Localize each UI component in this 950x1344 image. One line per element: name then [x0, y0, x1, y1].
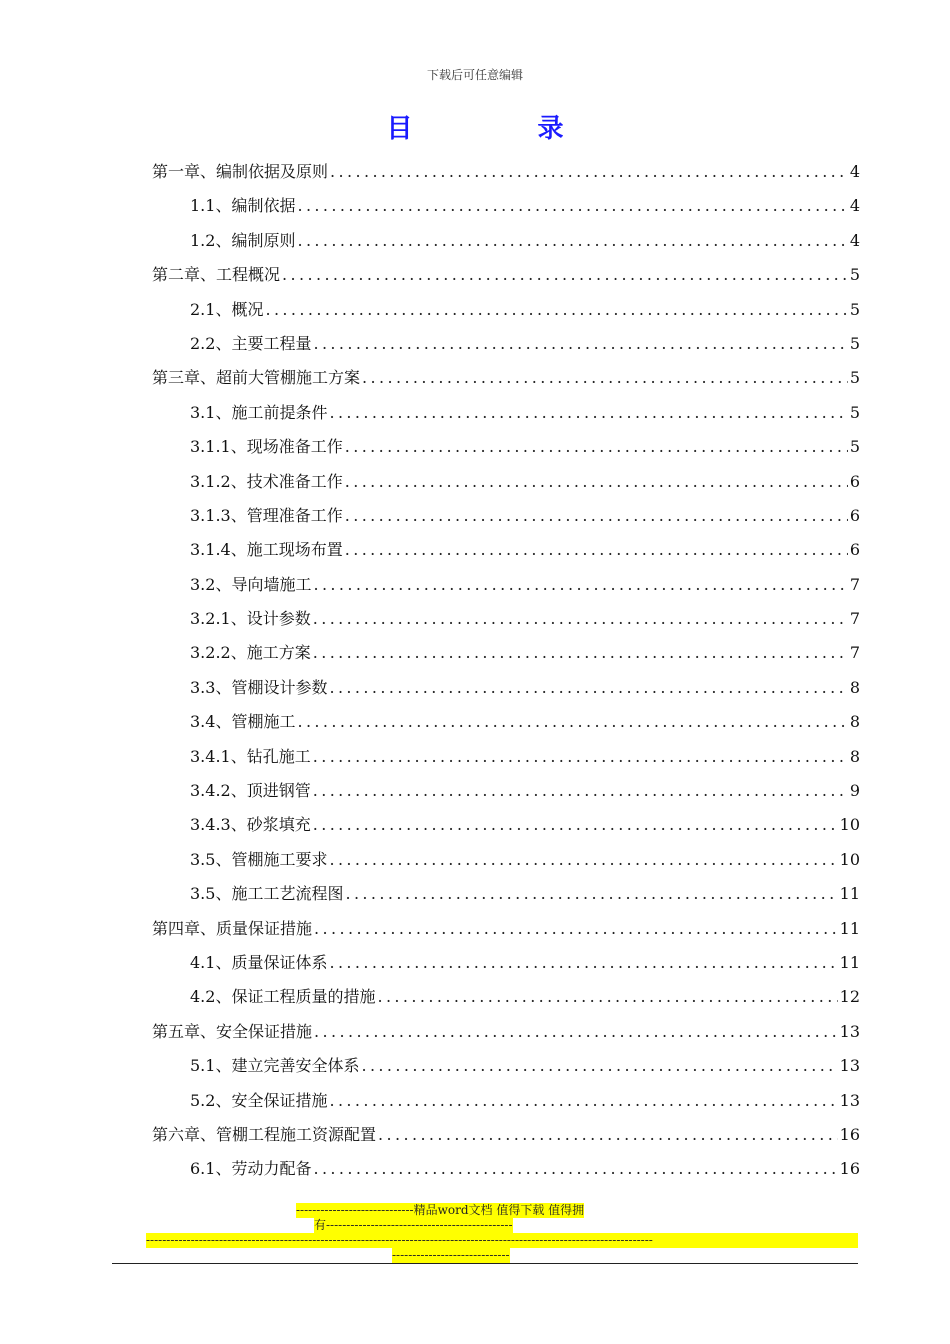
toc-chapter-entry[interactable]: [152, 1019, 860, 1053]
toc-page-number: 8: [849, 712, 860, 732]
toc-section-entry[interactable]: [152, 778, 860, 812]
toc-page-number: 4: [849, 196, 860, 216]
toc-section-entry[interactable]: [152, 400, 860, 434]
toc-page-number: 11: [839, 952, 860, 972]
toc-entry-label: 3.1.1、现场准备工作: [190, 437, 343, 457]
toc-page-number: 11: [839, 884, 860, 904]
toc-entry-label: 第二章、工程概况: [152, 265, 281, 285]
toc-dot-leader: [313, 747, 848, 766]
toc-dot-leader: [297, 231, 847, 250]
toc-section-entry[interactable]: [152, 503, 860, 537]
toc-page-number: 5: [849, 402, 860, 422]
toc-entry-label: 3.5、管棚施工要求: [190, 849, 328, 869]
toc-section-entry[interactable]: [152, 469, 860, 503]
toc-entry-label: 1.1、编制依据: [190, 196, 296, 216]
toc-page-number: 5: [849, 299, 860, 319]
toc-section-entry[interactable]: [152, 881, 860, 915]
toc-section-entry[interactable]: [152, 434, 860, 468]
toc-page-number: 12: [839, 987, 860, 1007]
toc-page-number: 6: [849, 540, 860, 560]
toc-dot-leader: [377, 987, 837, 1006]
toc-page-number: 13: [839, 1090, 860, 1110]
toc-dot-leader: [314, 919, 838, 938]
toc-dot-leader: [297, 712, 847, 731]
toc-section-entry[interactable]: [152, 1156, 860, 1190]
toc-entry-label: 3.1.2、技术准备工作: [190, 471, 343, 491]
toc-page-number: 13: [839, 1056, 860, 1076]
toc-chapter-entry[interactable]: [152, 1122, 860, 1156]
toc-dot-leader: [345, 437, 848, 456]
toc-chapter-entry[interactable]: [152, 159, 860, 193]
toc-entry-label: 2.1、概况: [190, 299, 264, 319]
toc-entry-label: 5.2、安全保证措施: [190, 1090, 328, 1110]
toc-entry-label: 3.4.1、钻孔施工: [190, 746, 311, 766]
toc-chapter-entry[interactable]: [152, 365, 860, 399]
toc-entry-label: 2.2、主要工程量: [190, 333, 312, 353]
toc-entry-label: 3.2.2、施工方案: [190, 643, 311, 663]
header-note: 下载后可任意编辑: [426, 68, 523, 82]
toc-section-entry[interactable]: [152, 709, 860, 743]
toc-section-entry[interactable]: [152, 606, 860, 640]
toc-page-number: 8: [849, 746, 860, 766]
toc-page-number: 7: [849, 643, 860, 663]
toc-page-number: 6: [849, 471, 860, 491]
toc-entry-label: 4.2、保证工程质量的措施: [190, 987, 376, 1007]
toc-dot-leader: [313, 781, 848, 800]
toc-title: 目 录: [386, 114, 622, 144]
toc-section-entry[interactable]: [152, 1053, 860, 1087]
toc-dot-leader: [362, 368, 848, 387]
footer-banner-line-1: -----------------------------精品word文档 值得下载 值得拥: [296, 1203, 585, 1217]
toc-page-number: 10: [839, 815, 860, 835]
toc-page-number: 5: [849, 368, 860, 388]
toc-entry-label: 3.2.1、设计参数: [190, 609, 311, 629]
toc-entry-label: 3.1、施工前提条件: [190, 402, 328, 422]
toc-dot-leader: [297, 196, 847, 215]
toc-page-number: 7: [849, 574, 860, 594]
toc-section-entry[interactable]: [152, 847, 860, 881]
toc-section-entry[interactable]: [152, 228, 860, 262]
toc-dot-leader: [345, 506, 848, 525]
toc-page-number: 11: [839, 918, 860, 938]
toc-entry-label: 4.1、质量保证体系: [190, 952, 328, 972]
toc-section-entry[interactable]: [152, 331, 860, 365]
footer-banner-line-4: -----------------------------: [392, 1248, 510, 1262]
toc-dot-leader: [313, 643, 848, 662]
toc-dot-leader: [314, 1022, 838, 1041]
toc-dot-leader: [313, 609, 848, 628]
toc-entry-label: 6.1、劳动力配备: [190, 1159, 312, 1179]
toc-dot-leader: [329, 403, 847, 422]
toc-section-entry[interactable]: [152, 675, 860, 709]
toc-page-number: 5: [849, 333, 860, 353]
toc-page-number: 4: [849, 230, 860, 250]
toc-entry-label: 3.4.3、砂浆填充: [190, 815, 311, 835]
toc-entry-label: 第四章、质量保证措施: [152, 918, 313, 938]
toc-page-number: 9: [849, 781, 860, 801]
toc-dot-leader: [378, 1125, 838, 1144]
toc-dot-leader: [313, 1159, 837, 1178]
table-of-contents: [152, 159, 860, 1191]
toc-dot-leader: [329, 953, 837, 972]
toc-section-entry[interactable]: [152, 1088, 860, 1122]
footer-banner-line-2: 有----------------------------------------------: [314, 1218, 513, 1232]
toc-entry-label: 3.2、导向墙施工: [190, 574, 312, 594]
toc-dot-leader: [265, 300, 847, 319]
toc-entry-label: 3.4、管棚施工: [190, 712, 296, 732]
toc-entry-label: 3.5、施工工艺流程图: [190, 884, 344, 904]
toc-entry-label: 3.3、管棚设计参数: [190, 677, 328, 697]
toc-page-number: 16: [839, 1159, 860, 1179]
toc-page-number: 5: [849, 437, 860, 457]
toc-entry-label: 第五章、安全保证措施: [152, 1021, 313, 1041]
toc-page-number: 13: [839, 1021, 860, 1041]
toc-section-entry[interactable]: [152, 744, 860, 778]
toc-section-entry[interactable]: [152, 640, 860, 674]
toc-dot-leader: [345, 540, 848, 559]
toc-chapter-entry[interactable]: [152, 262, 860, 296]
toc-entry-label: 3.4.2、顶进钢管: [190, 781, 311, 801]
toc-dot-leader: [345, 472, 848, 491]
toc-section-entry[interactable]: [152, 572, 860, 606]
toc-chapter-entry[interactable]: [152, 916, 860, 950]
toc-section-entry[interactable]: [152, 812, 860, 846]
toc-entry-label: 第六章、管棚工程施工资源配置: [152, 1124, 377, 1144]
footer-banner-line-3: -----------------------------------------------------------------------------------------------------------------------------: [146, 1233, 858, 1248]
toc-page-number: 16: [839, 1124, 860, 1144]
toc-dot-leader: [329, 678, 847, 697]
toc-page-number: 10: [839, 849, 860, 869]
toc-dot-leader: [361, 1056, 837, 1075]
toc-entry-label: 3.1.4、施工现场布置: [190, 540, 343, 560]
toc-section-entry[interactable]: [152, 984, 860, 1018]
toc-section-entry[interactable]: [152, 537, 860, 571]
toc-page-number: 8: [849, 677, 860, 697]
toc-section-entry[interactable]: [152, 193, 860, 227]
toc-dot-leader: [313, 334, 847, 353]
toc-page-number: 7: [849, 609, 860, 629]
toc-dot-leader: [330, 162, 848, 181]
toc-page-number: 4: [849, 162, 860, 181]
toc-section-entry[interactable]: [152, 297, 860, 331]
toc-dot-leader: [313, 575, 847, 594]
toc-entry-label: 第一章、编制依据及原则: [152, 162, 329, 181]
toc-dot-leader: [313, 815, 838, 834]
toc-dot-leader: [345, 884, 837, 903]
toc-dot-leader: [329, 850, 837, 869]
toc-dot-leader: [282, 265, 848, 284]
toc-page-number: 5: [849, 265, 860, 285]
toc-entry-label: 1.2、编制原则: [190, 230, 296, 250]
toc-entry-label: 第三章、超前大管棚施工方案: [152, 368, 361, 388]
toc-entry-label: 3.1.3、管理准备工作: [190, 505, 343, 525]
toc-section-entry[interactable]: [152, 950, 860, 984]
toc-page-number: 6: [849, 505, 860, 525]
page-bottom-rule: [112, 1263, 858, 1264]
toc-dot-leader: [329, 1091, 837, 1110]
toc-entry-label: 5.1、建立完善安全体系: [190, 1056, 360, 1076]
